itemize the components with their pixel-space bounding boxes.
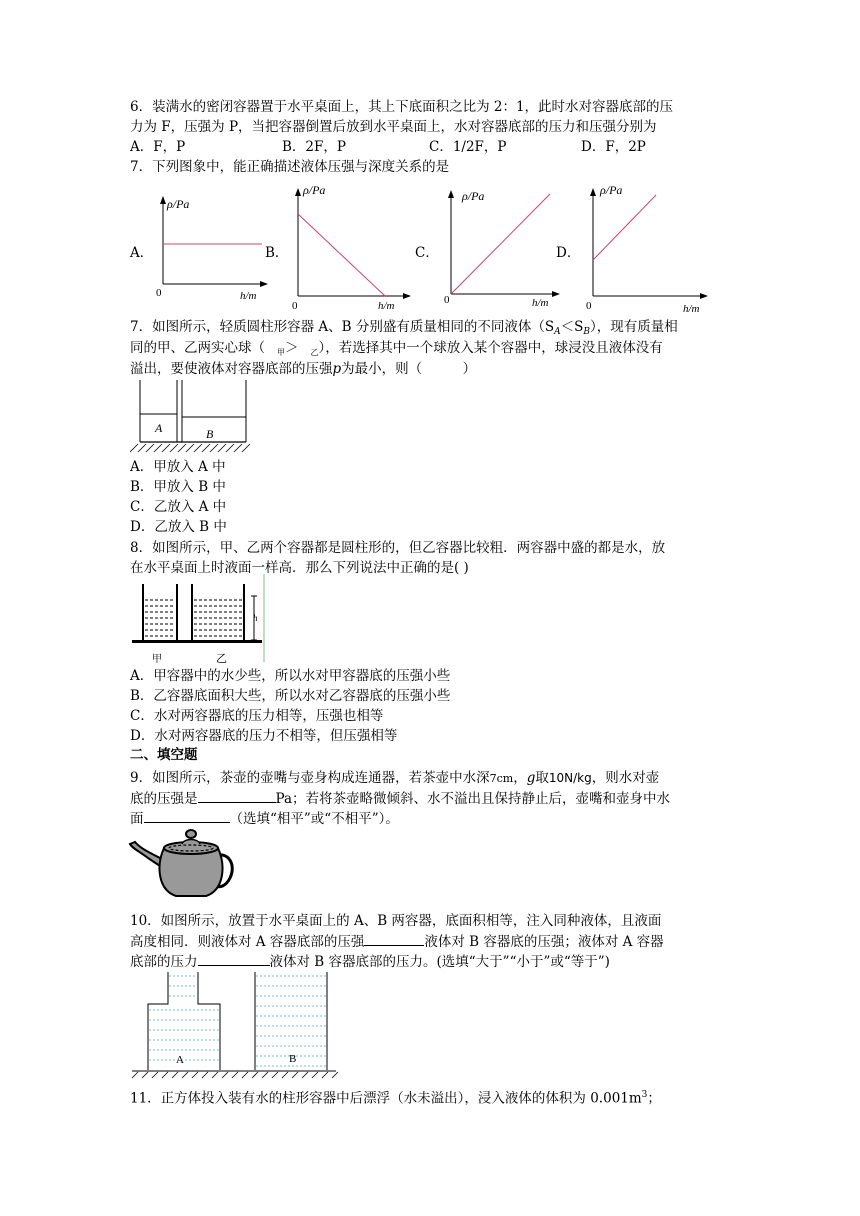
q7b-line1: 7．如图所示，轻质圆柱形容器 A、B 分别盛有质量相同的不同液体$(S_A<S_B)$，现有质量相 [130, 319, 678, 337]
q9-blank-1[interactable] [198, 789, 276, 803]
q9-line1: 9．如图所示，茶壶的壶嘴与壶身构成连通器，若茶壶中水深7cm，g取10N/kg，则水对壶 [130, 770, 660, 786]
graph-b-xlabel: h/m [378, 300, 395, 312]
q8-option-a: A．甲容器中的水少些，所以水对甲容器底的压强小些 [130, 668, 451, 684]
graph-d-line [593, 195, 656, 260]
graph-d-ylabel: ρ/Pa [600, 183, 623, 197]
q10-line3: 底部的压力 液体对 B 容器底部的压力。(选填“大于”“小于”或“等于”) [130, 954, 610, 970]
q11-line1: 11．正方体投入装有水的柱形容器中后漂浮（水未溢出），浸入液体的体积为 $0.001m^3$； [130, 1090, 661, 1107]
graph-b-line [298, 214, 385, 296]
container-yi-label: 乙 [216, 653, 227, 665]
q7b-option-a: A．甲放入 A 中 [130, 459, 226, 475]
graph-a-label: A． [130, 245, 154, 261]
q8-line2: 在水平桌面上时液面一样高．那么下列说法中正确的是( ) [130, 560, 469, 576]
height-h-label: h [253, 613, 258, 623]
graph-b-label: B． [265, 245, 289, 261]
q7b-option-d: D．乙放入 B 中 [130, 519, 227, 535]
q8-option-b: B．乙容器底面积大些，所以水对乙容器底的压强小些 [130, 688, 451, 704]
graph-a [148, 188, 270, 304]
graph-a-xlabel: h/m [240, 290, 257, 302]
containers-ab-liquid-figure [128, 966, 340, 1080]
q7b-line3: 溢出，要使液体对容器底部的压强p为最小，则（ ） [130, 361, 477, 377]
q10-blank-1[interactable] [364, 932, 424, 946]
graph-c [440, 180, 562, 310]
graph-b-origin: 0 [292, 300, 298, 312]
containers-ab-figure [130, 376, 252, 456]
q9-line3: 面 （选填“相平”或“不相平”）。 [130, 811, 399, 827]
q6-line2: 力为 F，压强为 P，当把容器倒置后放到水平桌面上，水对容器底部的压力和压强分别为 [130, 119, 657, 135]
graph-c-ylabel: ρ/Pa [462, 189, 485, 203]
q8-option-c: C．水对两容器底的压力相等，压强也相等 [130, 708, 384, 724]
q7b-option-c: C．乙放入 A 中 [130, 499, 227, 515]
graph-d-xlabel: h/m [683, 303, 700, 312]
graph-c-origin: 0 [444, 294, 450, 306]
q9-line2: 底的压强是 Pa；若将茶壶略微倾斜、水不溢出且保持静止后，壶嘴和壶身中水 [130, 791, 671, 807]
q7b-option-b: B．甲放入 B 中 [130, 479, 226, 495]
q6-option-b: B．2F，P [282, 139, 346, 155]
container-b-label: B [206, 427, 214, 441]
graph-c-xlabel: h/m [532, 297, 549, 309]
graph-c-line [451, 194, 550, 294]
q10-line1: 10．如图所示，放置于水平桌面上的 A、B 两容器，底面积相等，注入同种液体，且液面 [130, 913, 662, 929]
teapot-icon [126, 826, 238, 900]
graph-a-ylabel: ρ/Pa [167, 197, 190, 211]
container-a-label: A [155, 421, 163, 435]
graph-b [283, 178, 413, 312]
q10-line2: 高度相同．则液体对 A 容器底部的压强 液体对 B 容器底的压强；液体对 A 容器 [130, 934, 664, 950]
q6-option-c: C．1/2F，P [429, 139, 507, 155]
q7b-line2: 同的甲、乙两实心球（ $_甲$＞ $_乙$），若选择其中一个球放入某个容器中，球浸没且液体没有 [130, 340, 663, 357]
q9-blank-2[interactable] [144, 809, 230, 823]
container-b-label-2: B [289, 1053, 297, 1065]
q6-option-d: D．F，2P [581, 139, 646, 155]
container-a-label-2: A [176, 1054, 184, 1066]
graph-d-origin: 0 [586, 300, 592, 312]
q8-option-d: D．水对两容器底的压力不相等，但压强相等 [130, 728, 398, 744]
graph-b-ylabel: ρ/Pa [303, 183, 326, 197]
q6-line1: 6．装满水的密闭容器置于水平桌面上，其上下底面积之比为 2：1，此时水对容器底部的压 [130, 99, 674, 115]
q6-option-a: A．F，P [130, 139, 186, 155]
q10-blank-2[interactable] [198, 952, 270, 966]
graph-d-label: D． [556, 245, 581, 261]
q8-line1: 8．如图所示，甲、乙两个容器都是圆柱形的，但乙容器比较粗．两容器中盛的都是水，放 [130, 540, 666, 556]
graph-a-origin: 0 [156, 287, 162, 299]
containers-jia-yi-figure [128, 574, 268, 666]
graph-d [580, 178, 710, 312]
section-heading: 二、填空题 [130, 747, 198, 763]
graph-c-label: C． [415, 245, 439, 261]
container-jia-label: 甲 [152, 654, 162, 665]
q7a-line1: 7．下列图象中，能正确描述液体压强与深度关系的是 [130, 159, 450, 175]
